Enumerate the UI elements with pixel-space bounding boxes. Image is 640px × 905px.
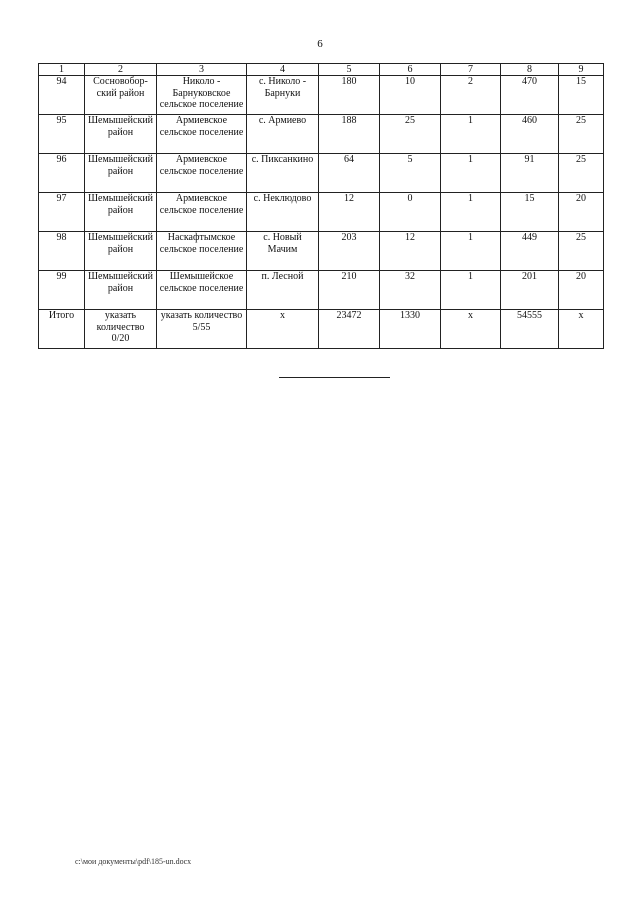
column-header: 6 (380, 64, 441, 76)
settlement-cell: Николо - Барнуковское сельское поселение (157, 76, 247, 115)
settlement-cell: указать количество 5/55 (157, 310, 247, 349)
locality-cell: п. Лесной (247, 271, 319, 310)
value-col7-cell: 2 (441, 76, 501, 115)
column-header: 3 (157, 64, 247, 76)
table-row (39, 193, 604, 232)
footer-file-path: c:\мои документы\pdf\185-un.docx (75, 857, 192, 866)
value-col8-cell: 470 (501, 76, 559, 115)
row-number-cell: 94 (39, 76, 85, 115)
value-col6-cell: 0 (380, 193, 441, 232)
column-header: 2 (85, 64, 157, 76)
value-col7-cell: 1 (441, 154, 501, 193)
value-col7-cell: 1 (441, 271, 501, 310)
row-number-cell: 98 (39, 232, 85, 271)
column-header: 9 (559, 64, 604, 76)
value-col8-cell: 91 (501, 154, 559, 193)
settlement-cell: Наскафтымское сельское поселение (157, 232, 247, 271)
settlement-cell: Армиевское сельское поселение (157, 115, 247, 154)
value-col6-cell: 32 (380, 271, 441, 310)
row-number-cell: 99 (39, 271, 85, 310)
value-col9-cell: 20 (559, 193, 604, 232)
value-col9-cell: 25 (559, 115, 604, 154)
district-cell: Шемышейский район (85, 232, 157, 271)
district-cell: Сосновобор-ский район (85, 76, 157, 115)
row-number-cell: 97 (39, 193, 85, 232)
value-col7-cell: 1 (441, 115, 501, 154)
value-col9-cell: 15 (559, 76, 604, 115)
value-col8-cell: 449 (501, 232, 559, 271)
value-col7-cell: 1 (441, 193, 501, 232)
value-col5-cell: 188 (319, 115, 380, 154)
settlement-cell: Армиевское сельское поселение (157, 154, 247, 193)
district-cell: Шемышейский район (85, 193, 157, 232)
value-col8-cell: 201 (501, 271, 559, 310)
value-col9-cell: х (559, 310, 604, 349)
value-col5-cell: 203 (319, 232, 380, 271)
value-col7-cell: х (441, 310, 501, 349)
value-col6-cell: 10 (380, 76, 441, 115)
column-header: 4 (247, 64, 319, 76)
table-row (39, 76, 604, 115)
value-col6-cell: 1330 (380, 310, 441, 349)
district-cell: Шемышейский район (85, 271, 157, 310)
table-row (39, 232, 604, 271)
row-number-cell: 95 (39, 115, 85, 154)
locality-cell: с. Николо - Барнуки (247, 76, 319, 115)
table-header-row (39, 64, 604, 76)
value-col7-cell: 1 (441, 232, 501, 271)
table-row (39, 154, 604, 193)
value-col8-cell: 460 (501, 115, 559, 154)
value-col9-cell: 25 (559, 232, 604, 271)
column-header: 1 (39, 64, 85, 76)
settlement-cell: Армиевское сельское поселение (157, 193, 247, 232)
column-header: 8 (501, 64, 559, 76)
locality-cell: с. Неклюдово (247, 193, 319, 232)
value-col5-cell: 64 (319, 154, 380, 193)
row-number-cell: Итого (39, 310, 85, 349)
locality-cell: с. Пиксанкино (247, 154, 319, 193)
district-cell: указать количество 0/20 (85, 310, 157, 349)
value-col6-cell: 25 (380, 115, 441, 154)
row-number-cell: 96 (39, 154, 85, 193)
locality-cell: с. Новый Мачим (247, 232, 319, 271)
separator-line (279, 377, 390, 378)
value-col5-cell: 23472 (319, 310, 380, 349)
value-col9-cell: 25 (559, 154, 604, 193)
table-row (39, 271, 604, 310)
district-cell: Шемышейский район (85, 154, 157, 193)
value-col5-cell: 210 (319, 271, 380, 310)
total-row (39, 310, 604, 349)
locality-cell: с. Армиево (247, 115, 319, 154)
value-col5-cell: 180 (319, 76, 380, 115)
column-header: 5 (319, 64, 380, 76)
value-col8-cell: 54555 (501, 310, 559, 349)
data-table (38, 63, 604, 349)
value-col6-cell: 5 (380, 154, 441, 193)
value-col6-cell: 12 (380, 232, 441, 271)
value-col9-cell: 20 (559, 271, 604, 310)
value-col8-cell: 15 (501, 193, 559, 232)
page-number: 6 (317, 38, 323, 50)
table-row (39, 115, 604, 154)
settlement-cell: Шемышейское сельское поселение (157, 271, 247, 310)
district-cell: Шемышейский район (85, 115, 157, 154)
locality-cell: х (247, 310, 319, 349)
value-col5-cell: 12 (319, 193, 380, 232)
column-header: 7 (441, 64, 501, 76)
